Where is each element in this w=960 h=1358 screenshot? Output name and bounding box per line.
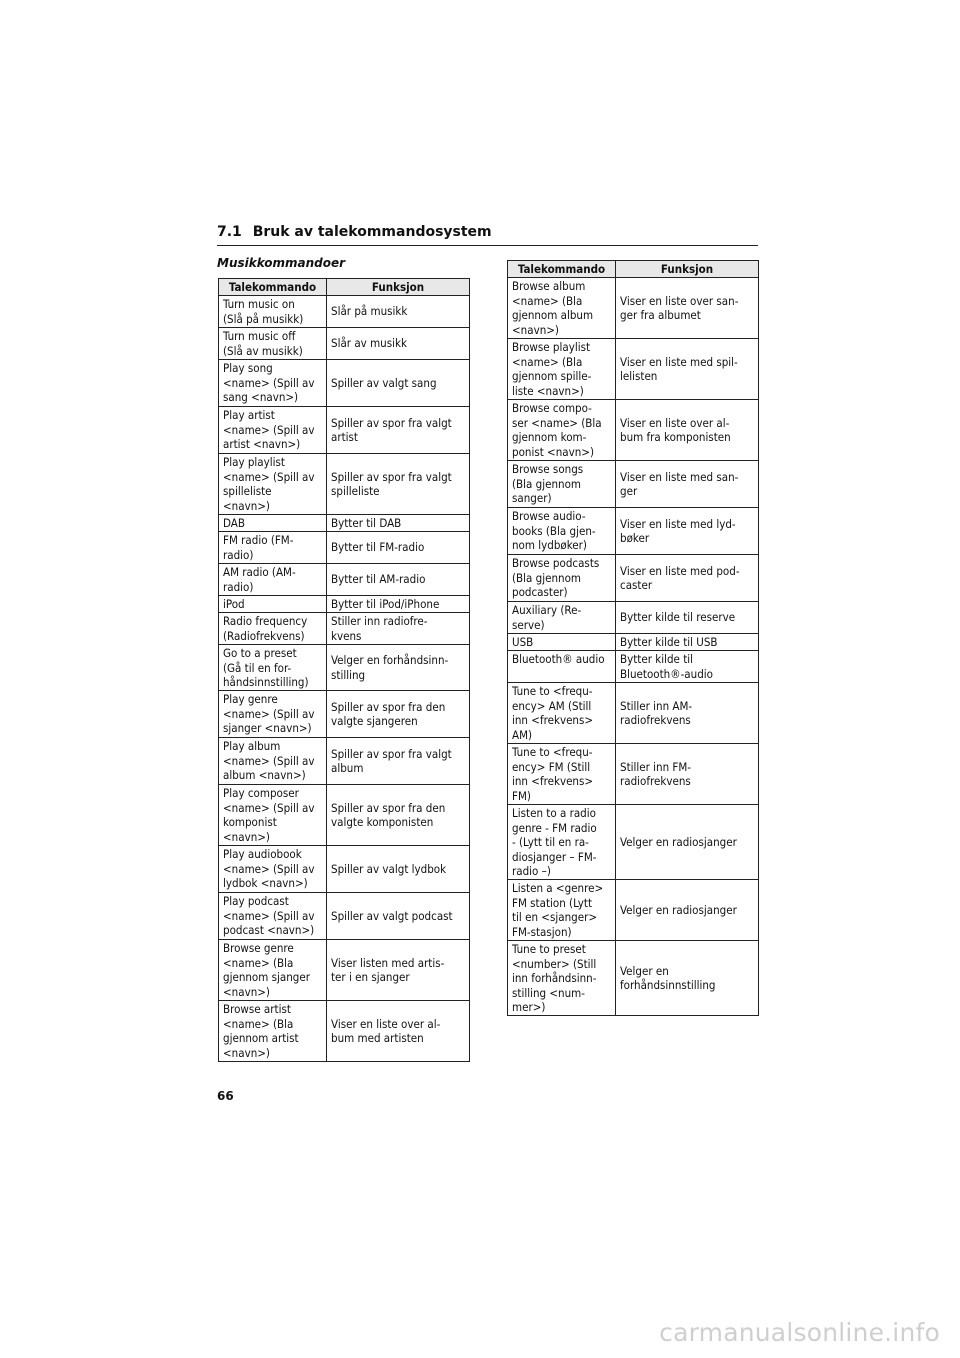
function-cell: Bytter til DAB: [327, 515, 470, 532]
section-title: Bruk av talekommandosystem: [252, 224, 492, 240]
function-cell: Viser en liste med lyd- bøker: [616, 508, 759, 555]
voice-command-cell: FM radio (FM- radio): [219, 532, 327, 564]
column-header-function: Funksjon: [327, 279, 470, 296]
voice-command-cell: Browse songs (Bla gjennom sanger): [508, 461, 616, 508]
function-cell: Velger en forhåndsinn- stilling: [327, 645, 470, 691]
function-cell: Bytter til AM-radio: [327, 564, 470, 596]
voice-command-cell: Bluetooth® audio: [508, 651, 616, 683]
table-row: [508, 744, 759, 805]
function-cell: Spiller av valgt podcast: [327, 893, 470, 940]
function-cell: Viser en liste over al- bum fra komponisten: [616, 400, 759, 461]
table-row: [219, 296, 470, 328]
table-row: [219, 940, 470, 1001]
table-row: [508, 602, 759, 634]
function-cell: Viser listen med artis- ter i en sjanger: [327, 940, 470, 1001]
voice-command-cell: Tune to <frequ- ency> AM (Still inn <frekvens> AM): [508, 683, 616, 744]
voice-command-cell: Turn music off (Slå av musikk): [219, 328, 327, 360]
voice-command-cell: Browse artist <name> (Bla gjennom artist <navn>): [219, 1001, 327, 1062]
voice-command-cell: Tune to preset <number> (Still inn forhåndsinn- stilling <num- mer>): [508, 941, 616, 1016]
function-cell: Spiller av valgt lydbok: [327, 846, 470, 893]
voice-command-cell: Play playlist <name> (Spill av spilleliste <navn>): [219, 454, 327, 515]
table-row: [219, 785, 470, 846]
function-cell: Bytter til iPod/iPhone: [327, 596, 470, 613]
voice-command-cell: iPod: [219, 596, 327, 613]
music-commands-table-right: [507, 260, 759, 1016]
voice-command-cell: USB: [508, 634, 616, 651]
table-row: [508, 339, 759, 400]
subsection-title: Musikkommandoer: [217, 256, 346, 270]
watermark: carmanualsonline.info: [659, 1318, 940, 1347]
table-row: [508, 880, 759, 941]
function-cell: Velger en radiosjanger: [616, 805, 759, 880]
column-header-function: Funksjon: [616, 261, 759, 278]
voice-command-cell: Browse podcasts (Bla gjennom podcaster): [508, 555, 616, 602]
function-cell: Spiller av spor fra valgt artist: [327, 407, 470, 454]
function-cell: Velger en forhåndsinnstilling: [616, 941, 759, 1016]
column-header-command: Talekommando: [219, 279, 327, 296]
table-row: [219, 515, 470, 532]
table-row: [219, 893, 470, 940]
table-row: [219, 564, 470, 596]
table-row: [219, 691, 470, 738]
function-cell: Slår av musikk: [327, 328, 470, 360]
table-row: [508, 555, 759, 602]
voice-command-cell: Play audiobook <name> (Spill av lydbok <navn>): [219, 846, 327, 893]
voice-command-cell: Play song <name> (Spill av sang <navn>): [219, 360, 327, 407]
function-cell: Spiller av spor fra den valgte komponisten: [327, 785, 470, 846]
function-cell: Spiller av valgt sang: [327, 360, 470, 407]
table-row: [508, 683, 759, 744]
function-cell: Bytter kilde til reserve: [616, 602, 759, 634]
function-cell: Viser en liste over al- bum med artisten: [327, 1001, 470, 1062]
table-row: [508, 400, 759, 461]
voice-command-cell: Play composer <name> (Spill av komponist <navn>): [219, 785, 327, 846]
table-row: [508, 461, 759, 508]
voice-command-cell: Tune to <frequ- ency> FM (Still inn <frekvens> FM): [508, 744, 616, 805]
table-row: [219, 532, 470, 564]
table-row: [508, 508, 759, 555]
function-cell: Spiller av spor fra valgt album: [327, 738, 470, 785]
voice-command-cell: Listen to a radio genre - FM radio - (Lytt til en ra- diosjanger – FM- radio –): [508, 805, 616, 880]
table-row: [508, 634, 759, 651]
table-row: [219, 846, 470, 893]
voice-command-cell: Play podcast <name> (Spill av podcast <navn>): [219, 893, 327, 940]
voice-command-cell: DAB: [219, 515, 327, 532]
column-header-command: Talekommando: [508, 261, 616, 278]
function-cell: Viser en liste over san- ger fra albumet: [616, 278, 759, 339]
table-row: [219, 454, 470, 515]
table-row: [508, 278, 759, 339]
voice-command-cell: Browse album <name> (Bla gjennom album <navn>): [508, 278, 616, 339]
function-cell: Stiller inn radiofre- kvens: [327, 613, 470, 645]
function-cell: Bytter kilde til Bluetooth®-audio: [616, 651, 759, 683]
table-row: [508, 805, 759, 880]
function-cell: Bytter kilde til USB: [616, 634, 759, 651]
voice-command-cell: Auxiliary (Re- serve): [508, 602, 616, 634]
table-row: [219, 596, 470, 613]
function-cell: Velger en radiosjanger: [616, 880, 759, 941]
table-row: [219, 407, 470, 454]
section-header: [217, 224, 758, 246]
function-cell: Spiller av spor fra den valgte sjangeren: [327, 691, 470, 738]
table-row: [219, 645, 470, 691]
function-cell: Slår på musikk: [327, 296, 470, 328]
table-row: [508, 651, 759, 683]
table-row: [219, 328, 470, 360]
voice-command-cell: Browse audio- books (Bla gjen- nom lydbøker): [508, 508, 616, 555]
function-cell: Spiller av spor fra valgt spilleliste: [327, 454, 470, 515]
voice-command-cell: Play genre <name> (Spill av sjanger <navn>): [219, 691, 327, 738]
table-row: [508, 941, 759, 1016]
table-row: [219, 738, 470, 785]
table-row: [219, 360, 470, 407]
voice-command-cell: Listen a <genre> FM station (Lytt til en <sjanger> FM-stasjon): [508, 880, 616, 941]
table-row: [219, 613, 470, 645]
function-cell: Viser en liste med spil- lelisten: [616, 339, 759, 400]
function-cell: Viser en liste med san- ger: [616, 461, 759, 508]
function-cell: Viser en liste med pod- caster: [616, 555, 759, 602]
function-cell: Bytter til FM-radio: [327, 532, 470, 564]
section-number: 7.1: [217, 224, 242, 240]
voice-command-cell: AM radio (AM- radio): [219, 564, 327, 596]
voice-command-cell: Play album <name> (Spill av album <navn>): [219, 738, 327, 785]
music-commands-table-left: [218, 278, 470, 1062]
voice-command-cell: Play artist <name> (Spill av artist <navn>): [219, 407, 327, 454]
voice-command-cell: Go to a preset (Gå til en for- håndsinnstilling): [219, 645, 327, 691]
voice-command-cell: Radio frequency (Radiofrekvens): [219, 613, 327, 645]
function-cell: Stiller inn AM- radiofrekvens: [616, 683, 759, 744]
voice-command-cell: Browse compo- ser <name> (Bla gjennom kom- ponist <navn>): [508, 400, 616, 461]
page-number: 66: [217, 1089, 234, 1103]
voice-command-cell: Browse genre <name> (Bla gjennom sjanger <navn>): [219, 940, 327, 1001]
voice-command-cell: Browse playlist <name> (Bla gjennom spille- liste <navn>): [508, 339, 616, 400]
table-row: [219, 1001, 470, 1062]
voice-command-cell: Turn music on (Slå på musikk): [219, 296, 327, 328]
function-cell: Stiller inn FM- radiofrekvens: [616, 744, 759, 805]
